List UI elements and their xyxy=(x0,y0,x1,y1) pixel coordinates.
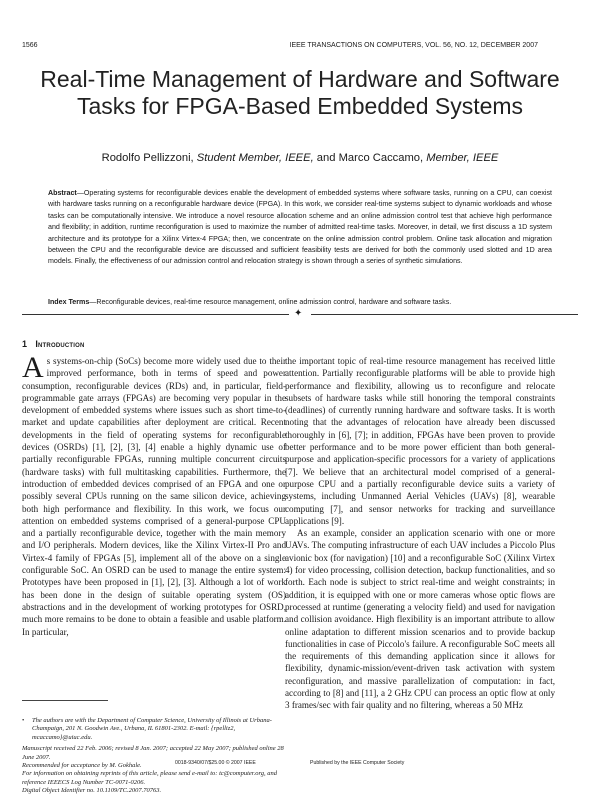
intro-paragraph-1 xyxy=(22,355,286,638)
footnote-rule xyxy=(22,700,108,701)
drop-cap: A xyxy=(22,355,44,384)
column-right xyxy=(285,355,555,752)
index-terms xyxy=(48,297,552,308)
section-number: 1 xyxy=(22,339,28,349)
column-left xyxy=(22,355,286,700)
footer-copyright: 0018-9340/07/$25.00 © 2007 IEEE xyxy=(175,760,256,766)
divider-diamond-icon: ✦ xyxy=(294,308,303,319)
intro-paragraph-1-text: s systems-on-chip (SoCs) become more widely used due to their improved performance, both in terms of speed and power consumption, reconfigurable devices (RDs) and, in particular, field-programmable gate arrays (FPGAs) are becoming very popular in the development of embedded systems where issues such as short time-to-market and update capabilities after deployment are critical. Recent developments in the field of operating systems for reconfigurable devices (OSRDs) [1], [2], [3], [4] enable a highly dynamic use of partially reconfigurable FPGAs, running multiple concurrent circuits (hardware tasks) with full multitasking capabilities. Furthermore, the introduction of embedded devices comprised of an FPGA and one or possibly several CPUs running on the same silicon device, achieving both high performance and flexibility. In this work, we focus our attention on embedded systems comprised of a general-purpose CPU and a partially reconfigurable device, together with the main memory and I/O peripherals. Modern devices, like the Xilinx Virtex-II Pro and Virtex-4 family of FPGAs [5], implement all of the above on a single configurable SoC. An OSRD can be used to manage the entire system: Prototypes have been proposed in [1], [2], [3]. Although a lot of work has been done in the design of suitable operating system (OS) abstractions and in the development of working prototypes for OSRD, much more remains to be done to obtain a feasible and usable platform. In particular, xyxy=(22,356,286,637)
abstract-text: —Operating systems for reconfigurable devices enable the development of embedded systems where software tasks, running on a CPU, can coexist with hardware tasks running on a reconfigurable hardware device (FPGA). In this work, we consider real-time systems subject to dynamic workloads and whose tasks can be computationally intensive. We introduce a novel resource allocation scheme and an online admission control test that achieve high performance and flexibility; in addition, runtime reconfiguration is used to maximize the number of admitted real-time tasks. Moreover, in detail, we first discuss a 1D system architecture and its prototype for a Xilinx Virtex-4 FPGA; then, we concentrate on the online admission control problem. Online task allocation and migration between the CPU and the reconfigurable device are discussed and sufficient feasibility tests are derived for both the commonly used slotted and 1D area models. Finally, the effectiveness of our admission control and relocation strategy is shown through a series of synthetic simulations. xyxy=(48,189,552,266)
footnote-affiliation xyxy=(22,717,286,742)
footnote-doi: Digital Object Identifier no. 10.1109/TC.2007.70763. xyxy=(22,787,162,795)
author-connector: and xyxy=(316,152,336,164)
section-title: Introduction xyxy=(35,339,85,349)
footnote-reprints: For information on obtaining reprints of this article, please send e-mail to: tc@computer.org, and reference IEEECS Log Number TC-0071-0206. xyxy=(22,770,278,786)
bullet-icon: • xyxy=(22,717,25,724)
intro-paragraph-2: the important topic of real-time resource management has received little attention. Partially reconfigurable platforms will be able to provide high performance and flexibility, allowing us to reconfigure and relocate subsets of hardware tasks while still honoring the temporal constraints (deadlines) of currently running hardware and software tasks. It is worth noting that the advantages of relocation have already been discussed thoroughly in [6], [7]; in addition, FPGAs have been proven to provide better performance and to be more power efficient than both general-purpose and application-specific processors for a variety of applications [7]. We believe that an architectural model comprised of a general-purpose CPU and a partially reconfigurable device suits a variety of systems, including Unmanned Aerial Vehicles (UAVs) [8], wearable computing [7], and sensor networks for tracking and surveillance applications [9]. xyxy=(285,356,555,526)
paper-title: Real-Time Management of Hardware and Software Tasks for FPGA-Based Embedded Systems xyxy=(40,66,560,119)
section-heading xyxy=(22,339,85,349)
running-header xyxy=(22,42,538,49)
author-name-1: Rodolfo Pellizzoni, xyxy=(101,152,194,164)
index-terms-text: —Reconfigurable devices, real-time resource management, online admission control, hardware and software tasks. xyxy=(89,298,452,306)
index-terms-label: Index Terms xyxy=(48,298,90,306)
author-line xyxy=(40,152,560,164)
abstract-label: Abstract xyxy=(48,189,77,197)
journal-info: IEEE TRANSACTIONS ON COMPUTERS, VOL. 56, NO. 12, DECEMBER 2007 xyxy=(289,42,538,49)
abstract xyxy=(48,188,552,268)
intro-paragraph-3: As an example, consider an application scenario with one or more UAVs. The computing infrastructure of each UAV includes a Piccolo Plus avionic box (for navigation) [10] and a reconfigurable SoC (Xilinx Virtex 4) for video processing, collision detection, backup functionalities, and so forth. Each node is subject to strict real-time and weight constraints; in addition, it is equipped with one or more cameras whose optic flows are processed at runtime (generating a velocity field) and used for navigation and collision avoidance. High flexibility is an important attribute to allow online adaptation to different mission scenarios and to provide backup functionalities in case of Piccolo's failure. A reconfigurable SoC meets all the requirements of this demanding application since it allows for flexibility, dynamic-mission/event-driven task activation with system reconfiguration, and massive parallelization of computation: in fact, according to [8] and [11], a 2 GHz CPU can process an optic flow at only 3 frames/sec with fair quality and no filtering, whereas a 50 MHz xyxy=(285,528,555,711)
page-number: 1566 xyxy=(22,42,38,49)
author-role-1: Student Member, IEEE, xyxy=(196,152,314,164)
author-name-2: Marco Caccamo, xyxy=(338,152,424,164)
footnote-received: Manuscript received 22 Feb. 2006; revised 8 Jan. 2007; accepted 22 May 2007; published online 28 June 2007. xyxy=(22,745,284,761)
footer-publisher: Published by the IEEE Computer Society xyxy=(310,760,405,766)
divider-left xyxy=(22,314,289,315)
author-role-2: Member, IEEE xyxy=(426,152,499,164)
footnote-recommended: Recommended for acceptance by M. Gokhale. xyxy=(22,762,142,770)
divider-right xyxy=(311,314,578,315)
footnotes xyxy=(22,717,286,796)
affiliation-text: The authors are with the Department of Computer Science, University of Illinois at Urbana-Champaign, 201 N. Goodwin Ave., Urbana, IL 61801-2302. E-mail: {rpelliz2, mcaccamo}@uiuc.edu. xyxy=(32,717,272,741)
